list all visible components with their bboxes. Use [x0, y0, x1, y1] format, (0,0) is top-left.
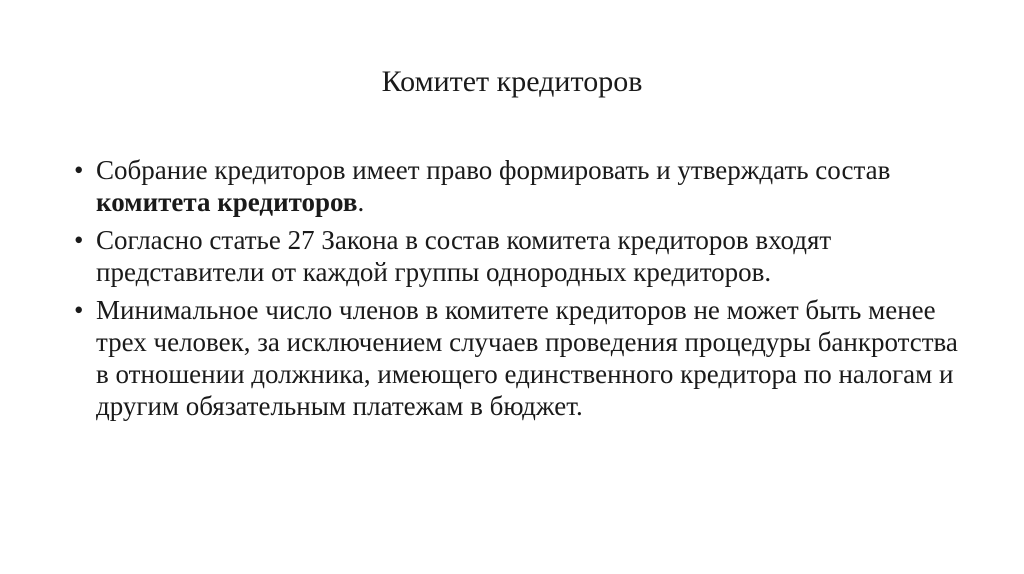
bullet-text: Собрание кредиторов имеет право формировать и утверждать состав — [96, 155, 891, 185]
bullet-item-2 — [72, 224, 972, 288]
bullet-bold-text: комитета кредиторов — [96, 187, 358, 217]
bullet-item-1 — [72, 154, 972, 218]
bullet-marker: • — [74, 295, 84, 325]
bullet-text: Согласно статье 27 Закона в состав комитета кредиторов входят представители от каждой группы однородных кредиторов. — [96, 225, 832, 287]
bullet-text: Минимальное число членов в комитете кредиторов не может быть менее трех человек, за исключением случаев проведения процедуры банкротства в отношении должника, имеющего единственного кредитора по налогам и другим обязательным платежам в бюджет. — [96, 295, 958, 421]
bullet-marker: • — [74, 155, 84, 185]
bullet-marker: • — [74, 225, 84, 255]
bullet-item-3 — [72, 294, 972, 422]
bullet-text-end: . — [357, 187, 365, 217]
slide-title: Комитет кредиторов — [381, 65, 643, 98]
bullet-list — [72, 154, 972, 428]
